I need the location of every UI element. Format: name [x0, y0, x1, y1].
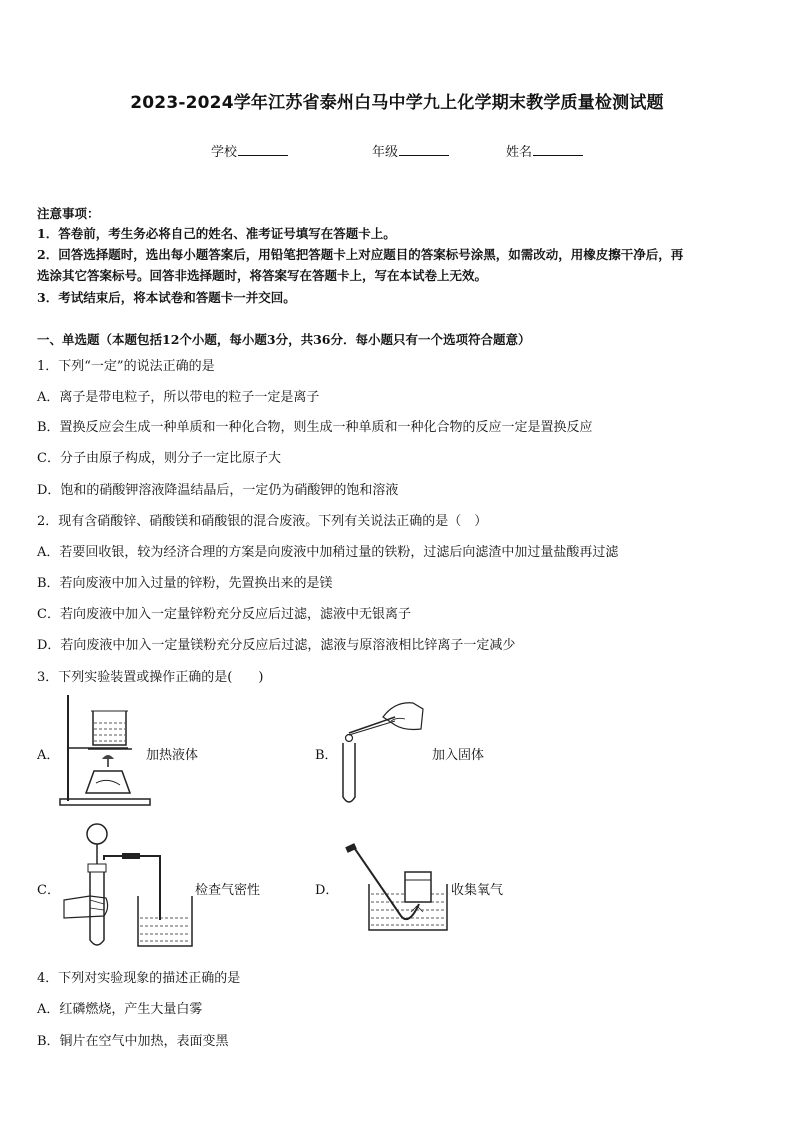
option-a: A．若要回收银，较为经济合理的方案是向废液中加稍过量的铁粉，过滤后向滤渣中加过量盐酸再过滤	[37, 545, 619, 560]
figure-option-a-letter: A．	[37, 748, 60, 763]
figure-option-b-letter: B．	[315, 748, 338, 763]
figure-option-c-caption: 检查气密性	[195, 883, 261, 898]
option-b: B．若向废液中加入过量的锌粉，先置换出来的是镁	[37, 576, 333, 591]
notice-heading: 注意事项：	[37, 206, 100, 221]
school-field	[211, 141, 288, 160]
grade-label: 年级	[372, 145, 399, 160]
figure-option-a-caption: 加热液体	[146, 748, 199, 763]
name-blank	[533, 143, 583, 156]
option-c: C．若向废液中加入一定量锌粉充分反应后过滤，滤液中无银离子	[37, 607, 411, 622]
grade-blank	[399, 143, 449, 156]
question-stem: 2．现有含硝酸锌、硝酸镁和硝酸银的混合废液。下列有关说法正确的是（ ）	[37, 514, 488, 529]
question-stem: 4．下列对实验现象的描述正确的是	[37, 971, 241, 986]
notice-item: 1．答卷前，考生务必将自己的姓名、准考证号填写在答题卡上。	[37, 226, 396, 241]
heating-liquid-figure	[58, 693, 153, 808]
option-d: D．若向废液中加入一定量镁粉充分反应后过滤，滤液与原溶液相比锌离子一定减少	[37, 638, 516, 653]
school-label: 学校	[211, 145, 238, 160]
notice-item: 2．回答选择题时，选出每小题答案后，用铅笔把答题卡上对应题目的答案标号涂黑，如需改动，用橡皮擦干净后，再	[37, 247, 684, 262]
option-c: C．分子由原子构成，则分子一定比原子大	[37, 451, 281, 466]
adding-solid-figure	[335, 695, 425, 810]
oxygen-collection-figure	[343, 840, 453, 935]
option-a: A．红磷燃烧，产生大量白雾	[37, 1002, 203, 1017]
option-b: B．铜片在空气中加热，表面变黑	[37, 1034, 229, 1049]
school-blank	[238, 143, 288, 156]
notice-item: 选涂其它答案标号。回答非选择题时，将答案写在答题卡上，写在本试卷上无效。	[37, 268, 488, 283]
figure-option-d-letter: D．	[315, 883, 339, 898]
name-label: 姓名	[506, 145, 533, 160]
name-field	[506, 141, 583, 160]
section-heading: 一、单选题（本题包括12个小题，每小题3分，共36分．每小题只有一个选项符合题意）	[37, 332, 531, 347]
figure-option-b-caption: 加入固体	[432, 748, 485, 763]
figure-option-d-caption: 收集氧气	[451, 883, 504, 898]
page-title: 2023-2024学年江苏省泰州白马中学九上化学期末教学质量检测试题	[130, 93, 664, 113]
airtightness-check-figure	[60, 820, 195, 950]
option-b: B．置换反应会生成一种单质和一种化合物，则生成一种单质和一种化合物的反应一定是置换反应	[37, 420, 593, 435]
option-d: D．饱和的硝酸钾溶液降温结晶后，一定仍为硝酸钾的饱和溶液	[37, 483, 399, 498]
question-stem: 1．下列“一定”的说法正确的是	[37, 359, 215, 374]
question-stem: 3．下列实验装置或操作正确的是( )	[37, 670, 264, 685]
figure-option-c-letter: C．	[37, 883, 60, 898]
option-a: A．离子是带电粒子，所以带电的粒子一定是离子	[37, 390, 320, 405]
notice-item: 3．考试结束后，将本试卷和答题卡一并交回。	[37, 290, 296, 305]
grade-field	[372, 141, 449, 160]
